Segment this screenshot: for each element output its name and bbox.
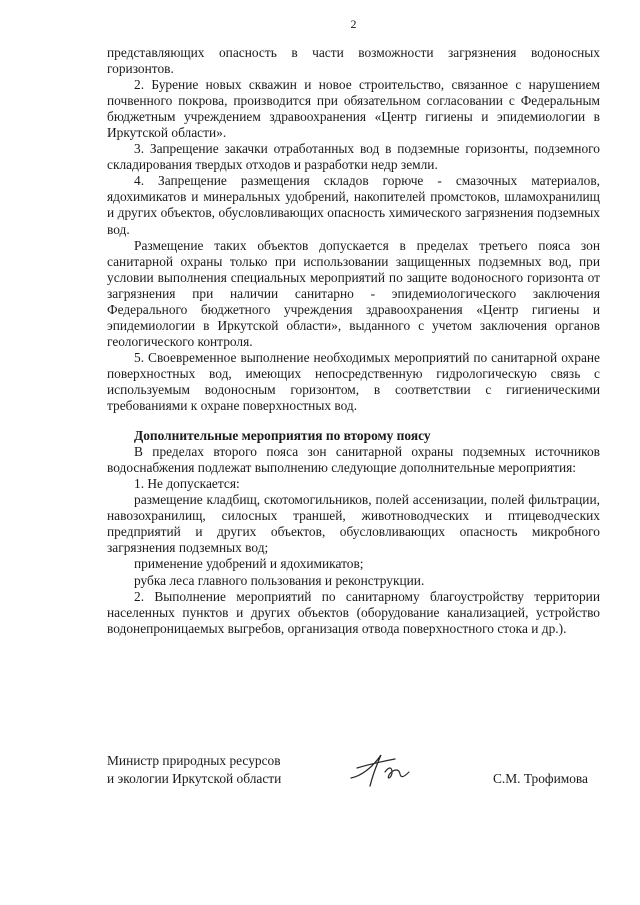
signature-block: [107, 746, 600, 796]
paragraph-item-3: 3. Запрещение закачки отработанных вод в подземные горизонты, подземного складирования твердых отходов и разработки недр земли.: [107, 141, 600, 173]
signatory-name: С.М. Трофимова: [492, 771, 588, 786]
paragraph-item-5: 5. Своевременное выполнение необходимых мероприятий по санитарной охране поверхностных вод, имеющих непосредственную гидрологическую связь с используемым водоносным горизонтом, в соответствии с гигиеническими требованиями к охране поверхностных вод.: [107, 349, 600, 414]
paragraph-second-zone-intro: В пределах второго пояса зон санитарной охраны подземных источников водоснабжения подлежат выполнению следующие дополнительные мероприятия:: [107, 444, 600, 476]
paragraph-item-2: 2. Бурение новых скважин и новое строительство, связанное с нарушением почвенного покрова, производится при обязательном согласовании с Федеральным бюджетным учреждением здравоохранения «Центр гигиены и эпидемиологии в Иркутской области».: [107, 77, 600, 141]
paragraph-improvement: 2. Выполнение мероприятий по санитарному благоустройству территории населенных пунктов и других объектов (оборудование канализацией, устройство водонепроницаемых выгребов, организация отвода поверхностного стока и др.).: [107, 588, 600, 636]
paragraph-placement-list: размещение кладбищ, скотомогильников, полей ассенизации, полей фильтрации, навозохранилищ, силосных траншей, животноводческих и птицеводческих предприятий и других объектов, обусловливающих опасность микробного загрязнения подземных вод;: [107, 492, 600, 556]
paragraph-item-4: 4. Запрещение размещения складов горюче - смазочных материалов, ядохимикатов и минеральных удобрений, накопителей промстоков, шламохранилищ и других объектов, обусловливающих опасность химического загрязнения подземных вод.: [107, 173, 600, 237]
signatory-title: [107, 752, 281, 788]
paragraph-continuation: представляющих опасность в части возможности загрязнения водоносных горизонтов.: [107, 45, 600, 77]
paragraph-logging: рубка леса главного пользования и реконструкции.: [134, 572, 425, 588]
signatory-title-line-2: и экологии Иркутской области: [107, 771, 282, 786]
paragraph-placement-conditions: Размещение таких объектов допускается в пределах третьего пояса зон санитарной охраны только при использовании защищенных подземных вод, при условии выполнения специальных мероприятий по защите водоносного горизонта от загрязнения при наличии санитарно - эпидемиологического заключения Федерального бюджетного учреждения здравоохранения «Центр гигиены и эпидемиологии в Иркутской области», выданного с учетом заключения органов геологического контроля.: [107, 237, 600, 349]
paragraph-not-allowed: 1. Не допускается:: [134, 476, 240, 492]
page-number: 2: [350, 17, 357, 31]
section-heading-second-zone: Дополнительные мероприятия по второму поясу: [134, 428, 431, 444]
paragraph-fertilizers: применение удобрений и ядохимикатов;: [134, 556, 364, 572]
document-body: [107, 45, 600, 637]
handwritten-signature: [345, 746, 425, 794]
signatory-title-line-1: Министр природных ресурсов: [107, 753, 281, 768]
